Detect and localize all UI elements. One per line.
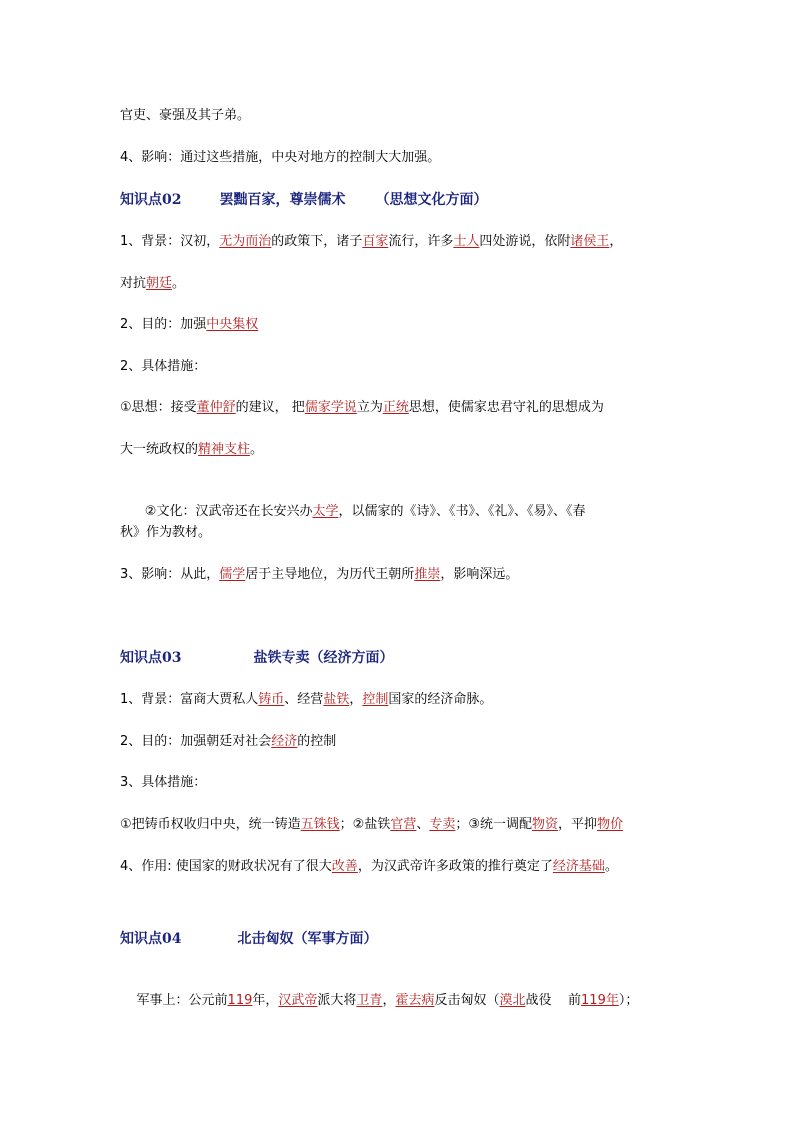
keyword: 官营: [390, 817, 417, 832]
keyword: 推崇: [414, 567, 441, 582]
text-line: 秋》作为教材。: [120, 525, 212, 540]
text-line: 1、背景：富商大贾私人铸币、经营盐铁，控制国家的经济命脉。: [120, 692, 493, 707]
section-heading: [120, 929, 377, 949]
keyword: 儒家学说: [304, 400, 357, 415]
text-line: 2、目的：加强朝廷对社会经济的控制: [120, 734, 337, 749]
keyword: 汉武帝: [278, 993, 318, 1008]
section-id: 知识点04: [120, 931, 182, 947]
section-heading: [120, 648, 393, 668]
text-line: 3、具体措施：: [120, 775, 207, 790]
keyword: 五铢钱: [300, 817, 340, 832]
keyword: 盐铁: [323, 692, 350, 707]
keyword: 诸侯王: [570, 234, 610, 249]
keyword: 经济基础: [552, 859, 605, 874]
keyword: 霍去病: [395, 993, 435, 1008]
keyword: 控制: [362, 692, 389, 707]
keyword: 漠北: [499, 993, 526, 1008]
section-title: 盐铁专卖（经济方面）: [253, 650, 394, 666]
text-line: 对抗朝廷。: [120, 276, 186, 291]
text-line: 官吏、豪强及其子弟。: [120, 108, 251, 123]
keyword: 物价: [597, 817, 624, 832]
keyword: 精神支柱: [198, 442, 251, 457]
text-line: ①思想：接受董仲舒的建议， 把儒家学说立为正统思想，使儒家忠君守礼的思想成为: [120, 400, 604, 415]
keyword: 朝廷: [146, 276, 173, 291]
keyword: 卫青: [356, 993, 383, 1008]
text-line: 2、具体措施：: [120, 359, 207, 374]
section-title: 罢黜百家，尊崇儒术: [219, 192, 346, 208]
text-line: 军事上：公元前119年，汉武帝派大将卫青，霍去病反击匈奴（漠北战役 前119年）；: [136, 993, 639, 1008]
section-id: 知识点03: [120, 650, 182, 666]
keyword: 董仲舒: [196, 400, 236, 415]
text-line: 2、目的：加强中央集权: [120, 317, 259, 332]
text-line: 大一统政权的精神支柱。: [120, 442, 264, 457]
keyword: 无为而治: [219, 234, 272, 249]
text-line: 4、影响：通过这些措施，中央对地方的控制大大加强。: [120, 150, 441, 165]
keyword: 119年: [581, 993, 619, 1008]
keyword: 119: [227, 993, 253, 1008]
keyword: 经济: [271, 734, 298, 749]
section-subtitle: （思想文化方面）: [375, 192, 488, 208]
keyword: 物资: [532, 817, 559, 832]
keyword: 铸币: [258, 692, 285, 707]
keyword: 正统: [382, 400, 409, 415]
keyword: 百家: [362, 234, 389, 249]
text-line: 4、作用: 使国家的财政状况有了很大改善，为汉武帝许多政策的推行奠定了经济基础。: [120, 859, 618, 874]
keyword: 改善: [331, 859, 358, 874]
keyword: 士人: [453, 234, 480, 249]
text-line: ①把铸币权收归中央，统一铸造五铢钱；②盐铁官营、专卖；③统一调配物资，平抑物价: [120, 817, 624, 832]
keyword: 儒学: [219, 567, 246, 582]
text-line: 3、影响：从此，儒学居于主导地位，为历代王朝所推崇，影响深远。: [120, 567, 519, 582]
keyword: 专卖: [429, 817, 456, 832]
section-title: 北击匈奴（军事方面）: [237, 931, 378, 947]
keyword: 太学: [312, 504, 339, 519]
keyword: 中央集权: [206, 317, 259, 332]
text-line: ②文化：汉武帝还在长安兴办太学，以儒家的《诗》、《书》、《礼》、《易》、《春: [136, 504, 586, 519]
section-heading: [120, 190, 487, 210]
text-line: 1、背景：汉初，无为而治的政策下，诸子百家流行，许多士人四处游说，依附诸侯王，: [120, 234, 623, 249]
section-id: 知识点02: [120, 192, 182, 208]
